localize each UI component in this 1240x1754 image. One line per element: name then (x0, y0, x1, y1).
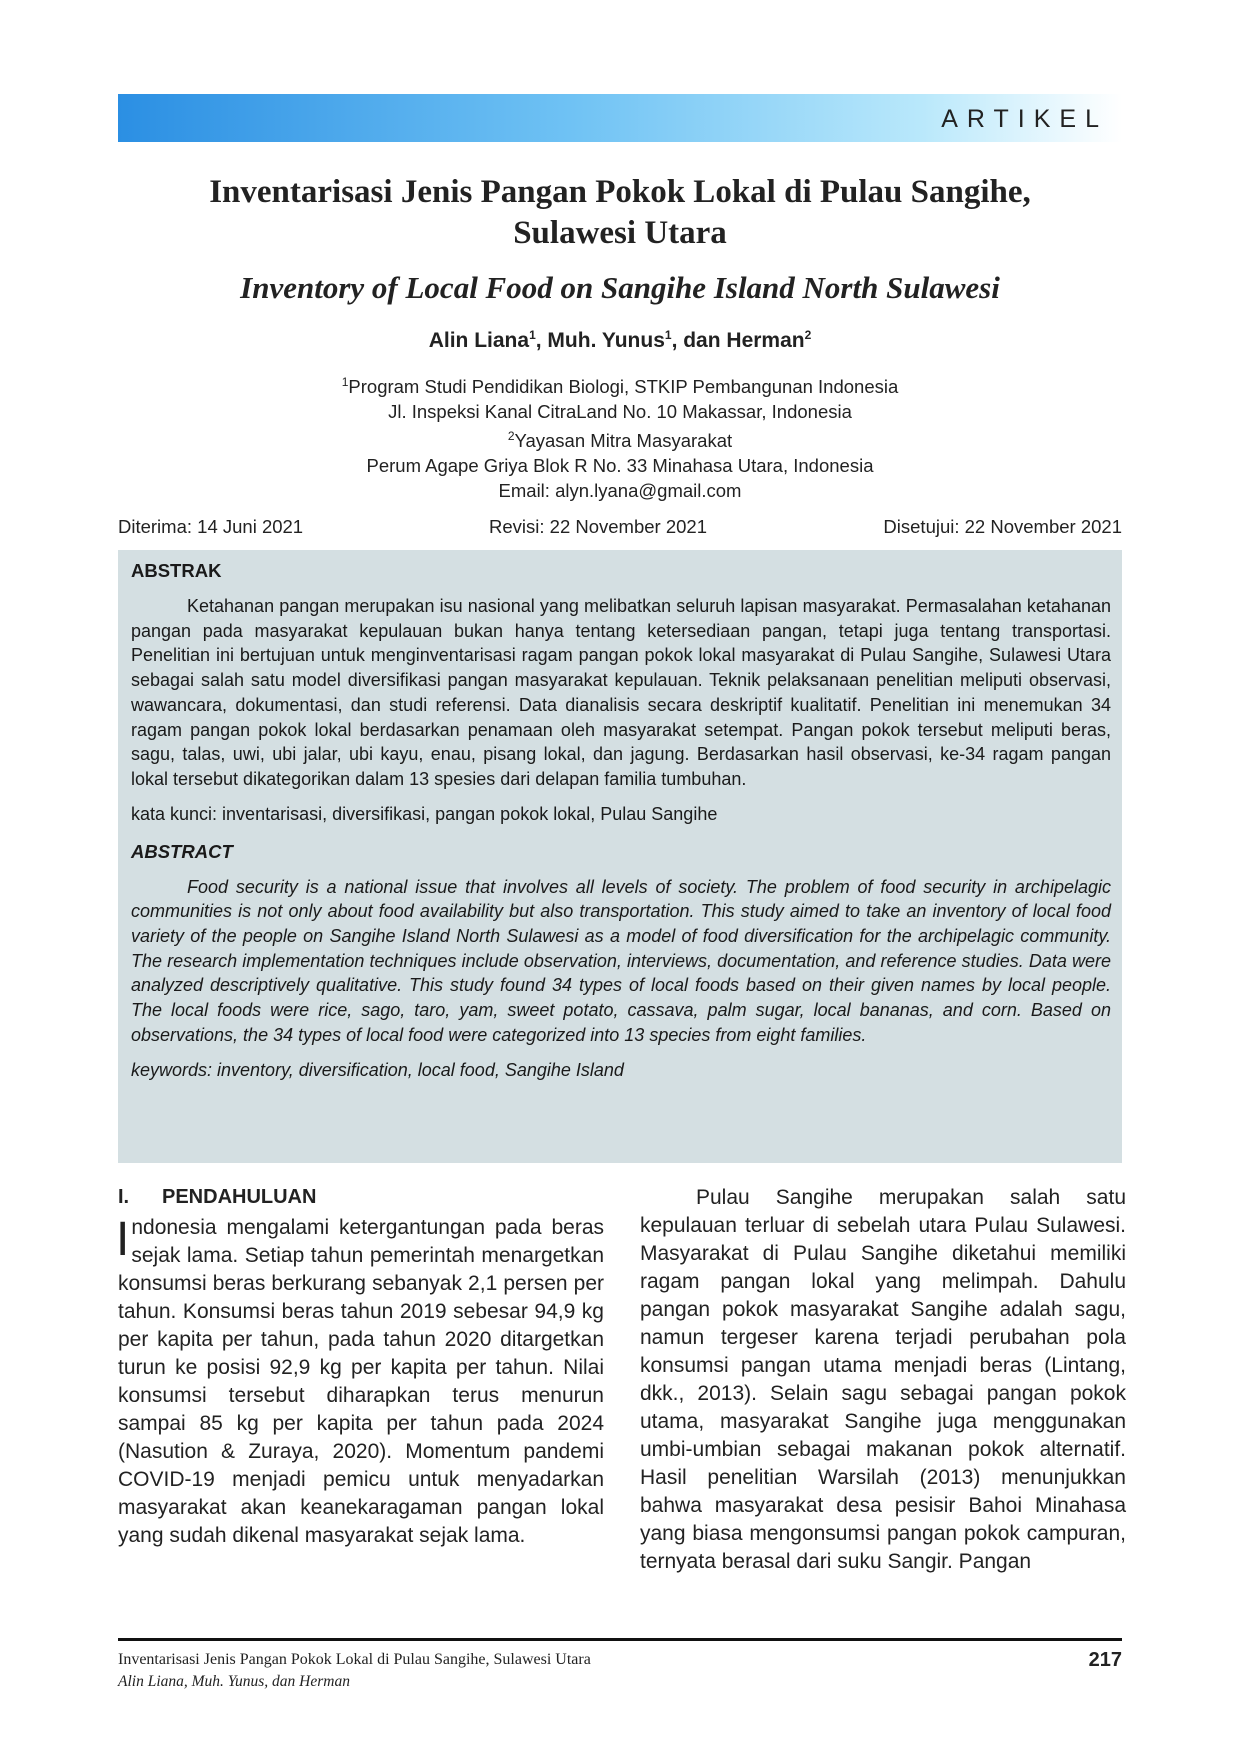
article-title (118, 172, 1122, 254)
affiliations (118, 370, 1122, 503)
footer-divider (118, 1638, 1122, 1641)
date-revised: Revisi: 22 November 2021 (489, 516, 707, 537)
paragraph-2: Pulau Sangihe merupakan salah satu kepulauan terluar di sebelah utara Pulau Sulawesi. Masyarakat di Pulau Sangihe diketahui memiliki ragam pangan lokal yang melimpah. Dahulu pangan pokok masyarakat Sangihe adalah sagu, namun tergeser karena terjadi perubahan pola konsumsi pangan utama menjadi beras (Lintang, dkk., 2013). Selain sagu sebagai pangan pokok utama, masyarakat Sangihe juga menggunakan umbi-umbian sebagai makanan pokok alternatif. Hasil penelitian Warsilah (2013) menunjukkan bahwa masyarakat desa pesisir Bahoi Minahasa yang biasa mengonsumsi pangan pokok campuran, ternyata berasal dari suku Sangir. Pangan (640, 1186, 1126, 1573)
affiliation-line-3: $^2$Yayasan Mitra Masyarakat (507, 429, 733, 452)
section-number: I. (118, 1186, 130, 1208)
author-2: Muh. Yunus (547, 329, 665, 352)
date-approved: Disetujui: 22 November 2021 (883, 516, 1122, 537)
title-line-1: Inventarisasi Jenis Pangan Pokok Lokal di Pulau Sangihe, (209, 174, 1031, 210)
author-1: Alin Liana (428, 329, 530, 352)
drop-cap: I (116, 1213, 130, 1266)
footer-title: Inventarisasi Jenis Pangan Pokok Lokal di Pulau Sangihe, Sulawesi Utara (118, 1651, 591, 1668)
abstract-box (118, 550, 1122, 1163)
author-email: Email: alyn.lyana@gmail.com (498, 480, 742, 502)
affiliation-line-1: $^1$Program Studi Pendidikan Biologi, STKIP Pembangunan Indonesia (341, 375, 899, 398)
author-3: Herman (726, 329, 805, 352)
article-title-english: Inventory of Local Food on Sangihe Island North Sulawesi (240, 270, 1000, 305)
author-2-affil: 1 (664, 328, 672, 342)
header-banner (118, 94, 1122, 142)
abstract-heading: ABSTRACT (131, 840, 233, 862)
body-column-left (118, 1214, 604, 1550)
paragraph-1 (118, 1214, 604, 1550)
section-title: PENDAHULUAN (162, 1186, 317, 1208)
author-3-affil: 2 (804, 328, 812, 342)
paragraph-1-text: ndonesia mengalami ketergantungan pada beras sejak lama. Setiap tahun pemerintah menargetkan konsumsi beras berkurang sebanyak 2,1 persen per tahun. Konsumsi beras tahun 2019 sebesar 94,9 kg per kapita per tahun, pada tahun 2020 ditargetkan turun ke posisi 92,9 kg per kapita per tahun. Nilai konsumsi tersebut diharapkan terus menurun sampai 85 kg per kapita per tahun pada 2024 (Nasution & Zuraya, 2020). Momentum pandemi COVID-19 menjadi pemicu untuk menyadarkan masyarakat akan keanekaragaman pangan lokal yang sudah dikenal masyarakat sejak lama. (118, 1216, 604, 1547)
title-line-2: Sulawesi Utara (513, 215, 727, 251)
article-type-label: ARTIKEL (941, 105, 1108, 133)
affiliation-line-4: Perum Agape Griya Blok R No. 33 Minahasa Utara, Indonesia (366, 455, 874, 477)
abstrak-text: Ketahanan pangan merupakan isu nasional yang melibatkan seluruh lapisan masyarakat. Permasalahan ketahanan pangan pada masyarakat kepulauan bukan hanya tentang ketersediaan pangan, tetapi juga tentang transportasi. Penelitian ini bertujuan untuk menginventarisasi ragam pangan pokok lokal masyarakat di Pulau Sangihe, Sulawesi Utara sebagai salah satu model diversifikasi pangan masyarakat kepulauan. Teknik pelaksanaan penelitian meliputi observasi, wawancara, dokumentasi, dan studi referensi. Data dianalisis secara deskriptif kualitatif. Penelitian ini menemukan 34 ragam pangan pokok lokal berdasarkan penamaan oleh masyarakat setempat. Pangan pokok tersebut meliputi beras, sagu, talas, uwi, ubi jalar, ubi kayu, enau, pisang lokal, dan jagung. Berdasarkan hasil observasi, ke-34 ragam pangan lokal tersebut dikategorikan dalam 13 spesies dari delapan familia tumbuhan. (131, 596, 1111, 789)
author-1-affil: 1 (529, 328, 536, 342)
page-number: 217 (1088, 1649, 1122, 1671)
authors (118, 328, 1122, 353)
abstract-text: Food security is a national issue that involves all levels of society. The problem of food security in archipelagic communities is not only about food availability but also transportation. This study aimed to take an inventory of local food variety of the people on Sangihe Island North Sulawesi as a model of food diversification for the archipelagic community. The research implementation techniques include observation, interviews, documentation, and reference studies. Data were analyzed descriptively qualitative. This study found 34 types of local foods based on their given names by local people. The local foods were rice, sago, taro, yam, sweet potato, cassava, palm sugar, local bananas, and corn. Based on observations, the 34 types of local food were categorized into 13 species from eight families. (131, 876, 1111, 1045)
author-separator-2: , dan (671, 329, 727, 352)
abstrak-keywords: kata kunci: inventarisasi, diversifikasi, pangan pokok lokal, Pulau Sangihe (131, 803, 718, 824)
abstrak-heading: ABSTRAK (131, 560, 222, 581)
body-column-right (640, 1184, 1126, 1576)
abstract-keywords: keywords: inventory, diversification, local food, Sangihe Island (131, 1059, 624, 1080)
author-separator: , (535, 329, 548, 352)
date-received: Diterima: 14 Juni 2021 (118, 516, 304, 537)
affiliation-line-2: Jl. Inspeksi Kanal CitraLand No. 10 Makassar, Indonesia (388, 401, 852, 423)
footer-authors: Alin Liana, Muh. Yunus, dan Herman (118, 1673, 350, 1690)
section-heading (118, 1186, 316, 1209)
